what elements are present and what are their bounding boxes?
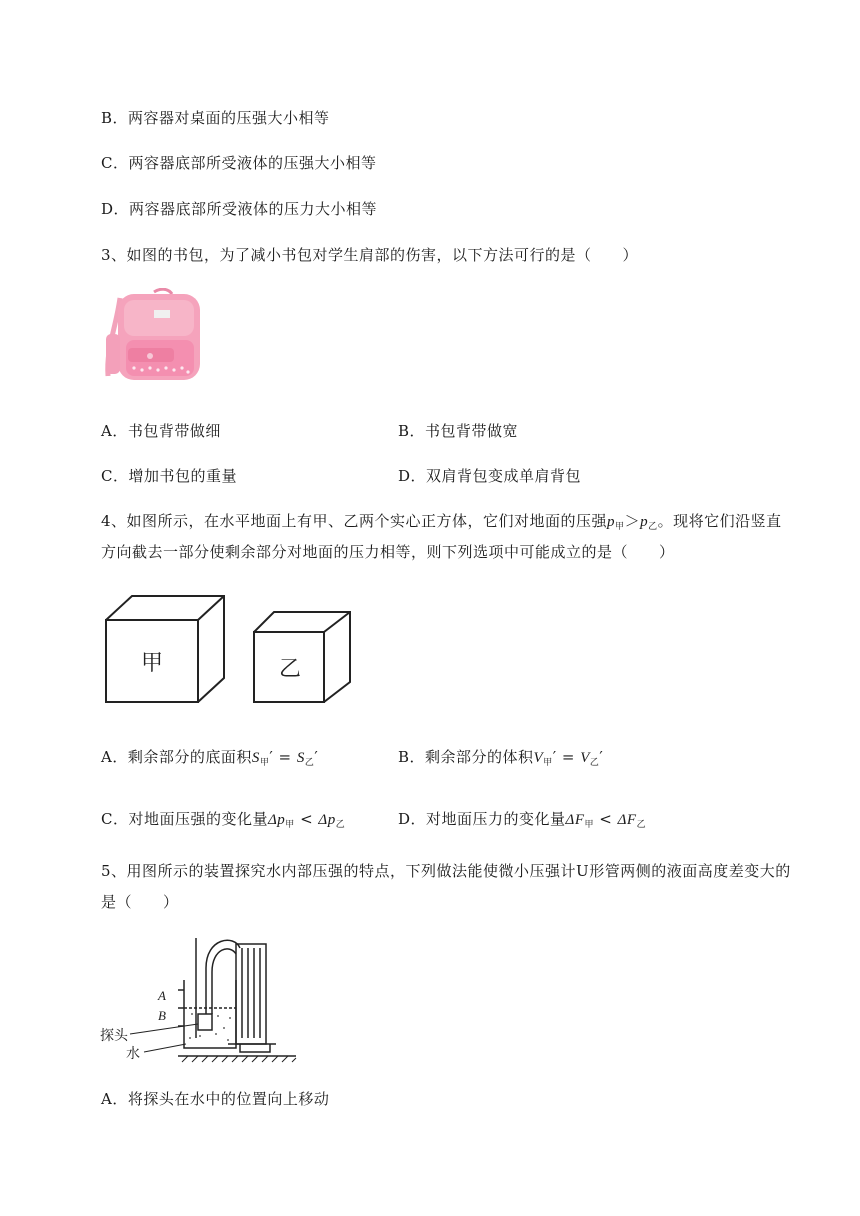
q4-option-a [101,747,318,773]
q4-b-prime2: ′ [599,748,604,766]
label-b: B [158,1008,166,1023]
q4-a-var2: S [296,750,305,766]
q5-option-a: A．将探头在水中的位置向上移动 [101,1090,330,1108]
q4-gt: ＞ [624,512,641,530]
q4-b-var2: V [580,750,590,766]
label-a: A [158,988,166,1003]
q4-stem-end: 。现将它们沿竖直 [657,512,782,530]
q3-option-a: A．书包背带做细 [101,422,221,440]
q4-d-lt: < [594,810,618,828]
q4-d-sub1: 甲 [584,820,595,830]
q4-d-var2: ΔF [617,812,637,828]
q4-a-sub2: 乙 [304,758,315,768]
q3-option-c: C．增加书包的重量 [101,467,237,485]
q4-b-var1: V [533,750,544,766]
q3-option-d: D．双肩背包变成单肩背包 [398,467,582,485]
q4-stem-line1 [101,511,782,537]
q5-stem-line1: 5、用图所示的装置探究水内部压强的特点，下列做法能使微小压强计U形管两侧的液面高度差变大的 [101,862,791,880]
q4-c-var1: Δp [267,812,286,828]
q2-option-b: B．两容器对桌面的压强大小相等 [101,109,330,127]
q4-sub-yi: 乙 [648,522,658,532]
q2-option-c: C．两容器底部所受液体的压强大小相等 [101,154,377,172]
q4-p-yi: p [640,514,649,530]
q2-option-d: D．两容器底部所受液体的压力大小相等 [101,200,378,218]
q4-option-d [398,809,646,835]
q4-stem-line2: 方向截去一部分使剩余部分对地面的压力相等，则下列选项中可能成立的是（ ） [101,543,675,561]
label-probe: 探头 [100,1028,128,1044]
q4-stem-text: 4、如图所示，在水平地面上有甲、乙两个实心正方体，它们对地面的压强 [101,512,608,530]
q4-b-sub2: 乙 [589,758,600,768]
q4-option-d-text: D．对地面压力的变化量 [398,810,566,828]
q4-a-prime2: ′ [314,748,319,766]
q4-c-sub2: 乙 [335,820,346,830]
q3-stem: 3、如图的书包，为了减小书包对学生肩部的伤害，以下方法可行的是（ ） [101,246,639,264]
cube-label-jia: 甲 [140,651,164,676]
q4-b-prime1: ′ [552,748,557,766]
q5-stem-line2: 是（ ） [101,893,179,911]
q4-a-eq: = [273,748,297,766]
q4-a-prime1: ′ [269,748,274,766]
q4-d-sub2: 乙 [636,820,647,830]
q3-option-b: B．书包背带做宽 [398,422,519,440]
q4-sub-jia: 甲 [615,522,625,532]
q4-a-var1: S [251,750,260,766]
q4-a-sub1: 甲 [259,758,270,768]
backpack-image [98,288,208,384]
q4-c-var2: Δp [318,812,336,828]
q4-option-a-text: A．剩余部分的底面积 [101,748,252,766]
q4-c-lt: < [294,810,319,828]
q4-b-sub1: 甲 [543,758,553,768]
q4-d-var1: ΔF [565,812,585,828]
cube-label-yi: 乙 [278,657,302,682]
q4-p-jia: p [607,514,616,530]
pressure-gauge-figure [100,928,300,1064]
q4-option-c-text: C．对地面压强的变化量 [101,810,268,828]
q4-option-b-text: B．剩余部分的体积 [398,748,534,766]
q4-option-c [101,809,345,835]
q4-b-eq: = [556,748,581,766]
q4-option-b [398,747,603,773]
q4-c-sub1: 甲 [285,820,295,830]
label-water: 水 [126,1046,140,1062]
cubes-figure [104,594,356,706]
